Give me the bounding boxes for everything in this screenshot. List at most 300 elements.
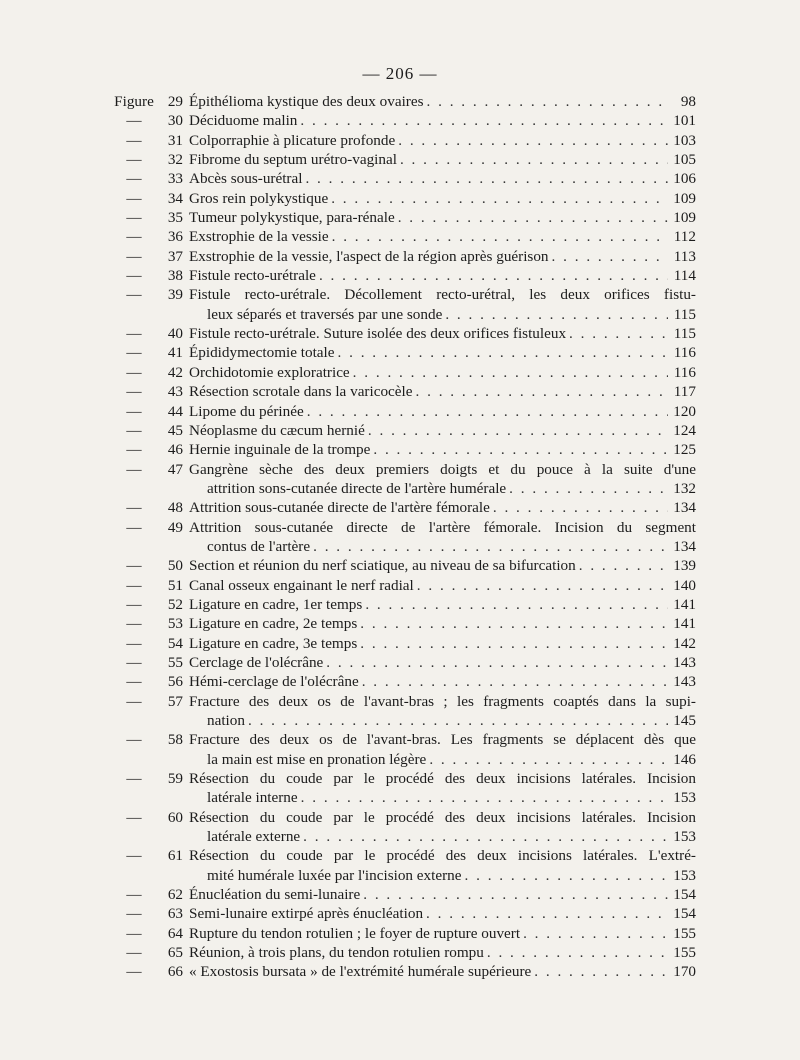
caption-line <box>189 479 696 498</box>
page-ref: 116 <box>673 363 696 381</box>
caption-line <box>189 614 696 633</box>
ditto-dash: — <box>126 112 142 130</box>
figure-caption <box>189 421 696 440</box>
caption-text: Déciduome malin <box>189 112 298 130</box>
caption-text: leux séparés et traversés par une sonde <box>207 305 443 323</box>
caption-text: la main est mise en pronation légère <box>207 750 427 768</box>
dot-leader <box>549 247 668 266</box>
ditto-dash: — <box>126 557 142 575</box>
caption-line <box>189 943 696 962</box>
caption-line <box>189 92 696 111</box>
figure-label <box>108 556 189 575</box>
caption-text: Attrition sous-cutanée directe de l'artère fémorale <box>189 499 490 517</box>
dot-leader <box>576 556 668 575</box>
figure-number: 37 <box>167 247 183 265</box>
figure-label <box>108 382 189 401</box>
caption-line: Gangrène sèche des deux premiers doigts et du pouce à la suite d'une <box>189 460 696 478</box>
figure-entry <box>108 285 696 324</box>
caption-text: Résection scrotale dans la varicocèle <box>189 383 413 401</box>
figure-entry <box>108 904 696 923</box>
caption-line <box>189 866 696 885</box>
figure-entry <box>108 943 696 962</box>
figure-number: 63 <box>167 905 183 923</box>
dot-leader <box>442 305 668 324</box>
caption-line <box>189 634 696 653</box>
figure-caption <box>189 518 696 557</box>
caption-line <box>189 363 696 382</box>
ditto-dash: — <box>126 441 142 459</box>
figure-label <box>108 402 189 421</box>
dot-leader <box>357 614 668 633</box>
caption-text: Abcès sous-urétral <box>189 170 303 188</box>
page-ref: 141 <box>673 595 696 613</box>
dot-leader <box>302 169 668 188</box>
figure-entry <box>108 343 696 362</box>
figure-label <box>108 440 189 459</box>
ditto-dash: — <box>126 634 142 652</box>
page-ref: 105 <box>673 151 696 169</box>
caption-line <box>189 131 696 150</box>
page-number: — 206 — <box>362 64 438 83</box>
page-ref: 115 <box>673 305 696 323</box>
figure-number: 47 <box>167 460 183 478</box>
figure-entry <box>108 730 696 769</box>
caption-text: mité humérale luxée par l'incision externe <box>207 866 462 884</box>
dot-leader <box>329 227 668 246</box>
figure-number: 58 <box>167 731 183 749</box>
figure-number: 46 <box>167 441 183 459</box>
page-ref: 134 <box>673 537 696 555</box>
figure-entry <box>108 131 696 150</box>
page-ref: 98 <box>680 93 696 110</box>
figure-caption <box>189 576 696 595</box>
figure-caption <box>189 595 696 614</box>
dot-leader <box>413 382 669 401</box>
dot-leader <box>414 576 668 595</box>
figure-caption <box>189 324 696 343</box>
caption-line <box>189 672 696 691</box>
figure-caption <box>189 730 696 769</box>
page-ref: 140 <box>673 576 696 594</box>
figure-entry <box>108 576 696 595</box>
figure-label <box>108 343 189 362</box>
figure-caption <box>189 111 696 130</box>
figure-caption <box>189 692 696 731</box>
figure-caption <box>189 962 696 981</box>
figure-entry <box>108 460 696 499</box>
figure-entry <box>108 402 696 421</box>
figure-entry <box>108 595 696 614</box>
caption-line <box>189 247 696 266</box>
caption-text: Cerclage de l'olécrâne <box>189 653 324 671</box>
figure-number: 32 <box>167 151 183 169</box>
figure-label <box>108 363 189 382</box>
page-ref: 153 <box>673 828 696 846</box>
caption-text: nation <box>207 712 245 729</box>
dot-leader <box>350 363 668 382</box>
caption-line <box>189 266 696 285</box>
caption-text: Lipome du périnée <box>189 402 304 420</box>
figure-label <box>108 924 189 943</box>
dot-leader <box>360 885 668 904</box>
ditto-dash: — <box>126 228 142 246</box>
figure-entry <box>108 169 696 188</box>
dot-leader <box>520 924 668 943</box>
caption-line <box>189 576 696 595</box>
figure-label <box>108 769 189 808</box>
figure-entry <box>108 247 696 266</box>
caption-text: Réunion, à trois plans, du tendon rotulien rompu <box>189 944 484 962</box>
ditto-dash: — <box>126 247 142 265</box>
ditto-dash: — <box>126 808 142 826</box>
ditto-dash: — <box>126 209 142 227</box>
page-ref: 115 <box>673 325 696 343</box>
ditto-dash: — <box>126 170 142 188</box>
page-ref: 141 <box>673 615 696 633</box>
figure-label <box>108 247 189 266</box>
figure-label <box>108 595 189 614</box>
page-ref: 124 <box>673 421 696 439</box>
figure-caption <box>189 169 696 188</box>
ditto-dash: — <box>126 731 142 749</box>
figure-label <box>108 324 189 343</box>
page-ref: 132 <box>673 479 696 497</box>
caption-line <box>189 653 696 672</box>
caption-line <box>189 537 696 556</box>
figure-number: 57 <box>167 692 183 710</box>
dot-leader <box>357 634 668 653</box>
figure-caption <box>189 382 696 401</box>
page-ref: 153 <box>673 789 696 807</box>
figure-caption <box>189 402 696 421</box>
figure-label <box>108 672 189 691</box>
page-ref: 154 <box>673 886 696 904</box>
figure-caption <box>189 227 696 246</box>
figure-entry <box>108 769 696 808</box>
figure-label <box>108 150 189 169</box>
dot-leader <box>316 266 668 285</box>
figure-caption <box>189 653 696 672</box>
caption-text: latérale externe <box>207 828 301 846</box>
figure-caption <box>189 808 696 847</box>
figure-entry <box>108 924 696 943</box>
page-ref: 143 <box>673 653 696 671</box>
ditto-dash: — <box>126 924 142 942</box>
figure-caption <box>189 189 696 208</box>
ditto-dash: — <box>126 963 142 981</box>
figure-number: 41 <box>167 344 183 362</box>
figure-caption <box>189 924 696 943</box>
caption-text: Tumeur polykystique, para-rénale <box>189 209 395 227</box>
page-ref: 113 <box>673 247 696 265</box>
caption-text: Fibrome du septum urétro-vaginal <box>189 151 397 169</box>
figure-caption <box>189 498 696 517</box>
caption-line: Résection du coude par le procédé des deux incisions latérales. Incision <box>189 808 696 826</box>
figure-label <box>108 498 189 517</box>
dot-leader <box>395 208 668 227</box>
caption-text: Semi-lunaire extirpé après énucléation <box>189 905 424 923</box>
page-ref: 120 <box>673 402 696 420</box>
dot-leader <box>323 653 668 672</box>
figure-label <box>108 692 189 731</box>
figure-number: 44 <box>167 402 183 420</box>
figure-caption <box>189 266 696 285</box>
caption-line <box>189 711 696 730</box>
figure-number: 38 <box>167 267 183 285</box>
dot-leader <box>304 402 668 421</box>
caption-text: Exstrophie de la vessie <box>189 228 329 246</box>
caption-text: attrition sons-cutanée directe de l'artère humérale <box>207 479 507 497</box>
caption-text: Exstrophie de la vessie, l'aspect de la région après guérison <box>189 247 549 265</box>
figure-entry <box>108 324 696 343</box>
figure-number: 53 <box>167 615 183 633</box>
caption-line <box>189 750 696 769</box>
ditto-dash: — <box>126 905 142 923</box>
dot-leader <box>566 324 668 343</box>
figure-label <box>108 576 189 595</box>
page-ref: 139 <box>673 557 696 575</box>
caption-line <box>189 324 696 343</box>
caption-text: Ligature en cadre, 3e temps <box>189 634 358 652</box>
figure-number: 42 <box>167 363 183 381</box>
figure-caption <box>189 614 696 633</box>
ditto-dash: — <box>126 131 142 149</box>
ditto-dash: — <box>126 944 142 962</box>
ditto-dash: — <box>126 325 142 343</box>
dot-leader <box>362 595 668 614</box>
figure-label <box>108 653 189 672</box>
dot-leader <box>245 711 668 730</box>
dot-leader <box>365 421 668 440</box>
ditto-dash: — <box>126 847 142 865</box>
caption-line <box>189 498 696 517</box>
dot-leader <box>297 111 668 130</box>
figure-list <box>108 92 696 982</box>
dot-leader <box>328 189 668 208</box>
caption-line <box>189 305 696 324</box>
figure-number: 49 <box>167 518 183 536</box>
caption-line <box>189 885 696 904</box>
ditto-dash: — <box>126 595 142 613</box>
figure-number: 48 <box>167 499 183 517</box>
figure-caption <box>189 556 696 575</box>
caption-line: Attrition sous-cutanée directe de l'artère fémorale. Incision du segment <box>189 518 696 536</box>
caption-line <box>189 150 696 169</box>
figure-label <box>108 518 189 557</box>
dot-leader <box>423 904 668 923</box>
figure-caption <box>189 634 696 653</box>
page-ref: 101 <box>673 112 696 130</box>
ditto-dash: — <box>126 286 142 304</box>
caption-line <box>189 904 696 923</box>
figure-entry <box>108 421 696 440</box>
figure-label <box>108 730 189 769</box>
figure-number: 61 <box>167 847 183 865</box>
dot-leader <box>298 788 668 807</box>
figure-number: 36 <box>167 228 183 246</box>
figure-entry <box>108 672 696 691</box>
ditto-dash: — <box>126 499 142 517</box>
caption-text: Néoplasme du cæcum hernié <box>189 421 365 439</box>
caption-line: Résection du coude par le procédé des deux incisions latérales. Incision <box>189 770 696 788</box>
figure-number: 30 <box>167 112 183 130</box>
figure-caption <box>189 247 696 266</box>
figure-entry <box>108 266 696 285</box>
figure-number: 51 <box>167 576 183 594</box>
figure-number: 40 <box>167 325 183 343</box>
figure-number: 66 <box>167 963 183 981</box>
ditto-dash: — <box>126 151 142 169</box>
dot-leader <box>395 131 668 150</box>
figure-label <box>108 189 189 208</box>
figure-number: 60 <box>167 808 183 826</box>
caption-text: Section et réunion du nerf sciatique, au niveau de sa bifurcation <box>189 557 576 575</box>
figure-number: 52 <box>167 595 183 613</box>
ditto-dash: — <box>126 267 142 285</box>
caption-line <box>189 421 696 440</box>
ditto-dash: — <box>126 692 142 710</box>
dot-leader <box>490 498 668 517</box>
caption-text: Fistule recto-urétrale <box>189 267 316 285</box>
ditto-dash: — <box>126 460 142 478</box>
figure-label <box>108 460 189 499</box>
caption-line: Fracture des deux os de l'avant-bras ; les fragments coaptés dans la supi- <box>189 692 696 710</box>
figure-label <box>108 421 189 440</box>
figure-caption <box>189 460 696 499</box>
ditto-dash: — <box>126 383 142 401</box>
figure-entry <box>108 556 696 575</box>
dot-leader <box>484 943 668 962</box>
page-ref: 143 <box>673 673 696 691</box>
figure-number: 55 <box>167 653 183 671</box>
ditto-dash: — <box>126 576 142 594</box>
page-ref: 112 <box>673 228 696 246</box>
figure-entry <box>108 692 696 731</box>
caption-text: Hernie inguinale de la trompe <box>189 441 371 459</box>
page-ref: 142 <box>673 634 696 652</box>
caption-text: Colporraphie à plicature profonde <box>189 131 396 149</box>
page-ref: 145 <box>673 712 696 729</box>
figure-entry <box>108 885 696 904</box>
ditto-dash: — <box>126 886 142 904</box>
caption-line <box>189 924 696 943</box>
figure-entry <box>108 653 696 672</box>
figure-label <box>108 208 189 227</box>
figure-caption <box>189 208 696 227</box>
figure-label <box>108 904 189 923</box>
figure-entry <box>108 363 696 382</box>
caption-text: latérale interne <box>207 789 298 807</box>
figure-entry <box>108 846 696 885</box>
figure-label <box>108 266 189 285</box>
caption-line: Fracture des deux os de l'avant-bras. Les fragments se déplacent dès que <box>189 731 696 749</box>
figure-number: 39 <box>167 286 183 304</box>
dot-leader <box>424 92 668 111</box>
figure-entry <box>108 440 696 459</box>
caption-line <box>189 440 696 459</box>
caption-line: Résection du coude par le procédé des deux incisions latérales. L'extré- <box>189 847 696 865</box>
figure-caption <box>189 343 696 362</box>
figure-caption <box>189 92 696 111</box>
figure-caption <box>189 885 696 904</box>
figure-caption <box>189 285 696 324</box>
figure-caption <box>189 363 696 382</box>
caption-line <box>189 402 696 421</box>
caption-text: Ligature en cadre, 2e temps <box>189 615 358 633</box>
figure-entry <box>108 614 696 633</box>
figure-number: 43 <box>167 383 183 401</box>
figure-number: 50 <box>167 557 183 575</box>
page-ref: 154 <box>673 905 696 923</box>
caption-text: contus de l'artère <box>207 537 311 555</box>
figure-entry <box>108 150 696 169</box>
figure-caption <box>189 769 696 808</box>
figure-caption <box>189 846 696 885</box>
caption-text: Canal osseux engainant le nerf radial <box>189 576 414 594</box>
figure-entry <box>108 208 696 227</box>
caption-line <box>189 227 696 246</box>
dot-leader <box>359 672 668 691</box>
ditto-dash: — <box>126 673 142 691</box>
figure-entry <box>108 498 696 517</box>
figure-entry <box>108 92 696 111</box>
figure-caption <box>189 131 696 150</box>
figure-entry <box>108 227 696 246</box>
figure-label <box>108 169 189 188</box>
page-ref: 114 <box>673 267 696 285</box>
figure-number: 33 <box>167 170 183 188</box>
figure-caption <box>189 150 696 169</box>
figure-entry <box>108 518 696 557</box>
figure-label <box>108 846 189 885</box>
figure-number: 62 <box>167 886 183 904</box>
figure-entry <box>108 189 696 208</box>
dot-leader <box>462 866 669 885</box>
caption-line <box>189 343 696 362</box>
figure-entry <box>108 382 696 401</box>
figure-label <box>108 885 189 904</box>
caption-text: Gros rein polykystique <box>189 189 329 207</box>
page-ref: 109 <box>673 189 696 207</box>
figure-label <box>108 614 189 633</box>
caption-text: Ligature en cadre, 1er temps <box>189 595 363 613</box>
dot-leader <box>397 150 668 169</box>
caption-line <box>189 208 696 227</box>
figure-number: 54 <box>167 634 183 652</box>
figure-number: 35 <box>167 209 183 227</box>
figure-caption <box>189 672 696 691</box>
dot-leader <box>300 827 668 846</box>
figure-label <box>108 962 189 981</box>
figure-number: 31 <box>167 131 183 149</box>
figure-label <box>108 808 189 847</box>
figure-label <box>108 943 189 962</box>
figure-label <box>108 131 189 150</box>
page-ref: 170 <box>673 963 696 981</box>
page-ref: 134 <box>673 499 696 517</box>
caption-line: Fistule recto-urétrale. Décollement recto-urétral, les deux orifices fistu- <box>189 286 696 304</box>
caption-line <box>189 556 696 575</box>
ditto-dash: — <box>126 615 142 633</box>
caption-line <box>189 827 696 846</box>
figure-entry <box>108 808 696 847</box>
figure-label <box>108 285 189 324</box>
caption-line <box>189 169 696 188</box>
caption-text: Épididymectomie totale <box>189 344 335 362</box>
ditto-dash: — <box>126 653 142 671</box>
figure-caption <box>189 904 696 923</box>
caption-line <box>189 382 696 401</box>
